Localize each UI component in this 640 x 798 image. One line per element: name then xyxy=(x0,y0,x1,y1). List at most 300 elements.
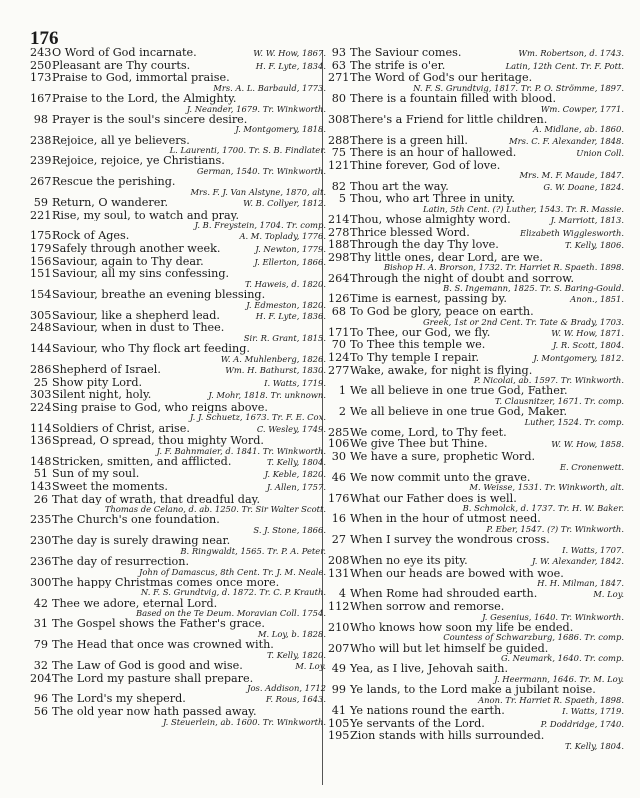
hymn-entry xyxy=(30,155,326,176)
hymn-number: 27 xyxy=(331,534,346,546)
hymn-author: M. Loy, b. 1828. xyxy=(257,630,326,640)
hymn-title: Ye servants of the Lord. xyxy=(350,717,485,730)
hymn-number: 131 xyxy=(328,567,350,580)
hymn-number: 238 xyxy=(30,134,52,147)
hymn-author: Thomas de Celano, d. ab. 1250. Tr. Sir Walter Scott. xyxy=(104,505,326,515)
hymn-author: B. Ringwaldt, 1565. Tr. P. A. Peter. xyxy=(180,546,326,556)
hymn-line xyxy=(30,322,326,334)
hymn-entry xyxy=(328,227,624,240)
hymn-entry xyxy=(30,135,326,156)
hymn-line xyxy=(328,193,624,205)
hymn-author: Jos. Addison, 1712 xyxy=(247,684,326,694)
hymn-title: Rescue the perishing. xyxy=(52,176,176,188)
hymn-line xyxy=(30,673,326,685)
hymn-line xyxy=(30,289,326,301)
hymn-title: To Thy temple I repair. xyxy=(350,351,480,364)
hymn-entry xyxy=(328,306,624,327)
hymn-author: J. Edmeston, 1820. xyxy=(246,300,326,310)
hymn-number: 171 xyxy=(328,326,350,339)
hymn-number: 46 xyxy=(331,471,346,484)
hymn-line xyxy=(328,588,624,601)
hymn-entry xyxy=(328,252,624,273)
hymn-line xyxy=(30,176,326,188)
hymn-author: F. Rous, 1643. xyxy=(265,694,326,705)
hymn-author: P. Doddridge, 1740. xyxy=(540,718,624,729)
hymn-line xyxy=(30,197,326,210)
hymn-author: M. Weisse, 1531. Tr. Winkworth, alt. xyxy=(469,483,624,493)
hymn-author: J. Montgomery, 1818. xyxy=(235,125,326,135)
hymn-number: 298 xyxy=(328,251,350,264)
hymn-entry xyxy=(30,660,326,673)
hymn-title: Time is earnest, passing by. xyxy=(350,293,507,306)
hymn-line xyxy=(30,256,326,269)
hymn-entry xyxy=(30,47,326,60)
hymn-title: Thou art the way. xyxy=(350,180,449,193)
hymn-entry xyxy=(30,618,326,639)
hymn-title: When Rome had shrouded earth. xyxy=(350,588,538,601)
hymn-entry xyxy=(328,705,624,718)
hymn-author: W. W. How, 1858. xyxy=(551,439,624,450)
hymn-number: 59 xyxy=(33,196,48,209)
hymn-title: Praise to God, immortal praise. xyxy=(52,72,230,84)
hymn-line xyxy=(328,72,624,84)
hymn-entry xyxy=(328,273,624,294)
hymn-title: Thou, who art Three in unity. xyxy=(350,193,515,205)
hymn-number: 305 xyxy=(30,309,52,322)
hymn-entry xyxy=(328,365,624,386)
hymn-number: 112 xyxy=(328,601,350,613)
hymn-author: N. F. S. Grundtvig, d. 1872. Tr. C. P. Krauth. xyxy=(140,588,326,598)
hymn-entry xyxy=(30,343,326,364)
hymn-number: 32 xyxy=(33,660,48,673)
hymn-title: The day of resurrection. xyxy=(52,556,190,568)
hymn-author: G. Neumark, 1640. Tr. comp. xyxy=(500,654,624,664)
hymn-title: When no eye its pity. xyxy=(350,555,468,568)
hymn-number: 99 xyxy=(331,684,346,696)
hymn-entry xyxy=(328,451,624,472)
hymn-line xyxy=(328,365,624,377)
hymn-number: 143 xyxy=(30,481,52,494)
hymn-line xyxy=(30,514,326,526)
hymn-line xyxy=(328,472,624,484)
hymn-author: Based on the Te Deum. Moravian Coll. 1754. xyxy=(136,609,326,619)
hymn-entry xyxy=(328,239,624,252)
hymn-author: P. Eber, 1547. (?) Tr. Winkworth. xyxy=(486,525,624,535)
hymn-author: Mrs. M. F. Maude, 1847. xyxy=(519,171,624,181)
hymn-author: Wm. Robertson, d. 1743. xyxy=(518,48,624,58)
hymn-title: Sing praise to God, who reigns above. xyxy=(52,401,268,414)
hymn-number: 248 xyxy=(30,322,52,334)
hymn-title: Saviour, when in dust to Thee. xyxy=(52,322,225,334)
hymn-line xyxy=(30,114,326,126)
hymn-author: J. Mohr, 1818. Tr. unknown. xyxy=(208,390,326,401)
hymn-line xyxy=(328,622,624,634)
hymn-author: J. F. Bahnmaier, d. 1841. Tr. Winkworth. xyxy=(156,446,326,456)
hymn-author: J. B. Freystein, 1704. Tr. comp. xyxy=(194,221,326,231)
hymn-title: Safely through another week. xyxy=(52,242,221,255)
hymn-author: Countess of Schwarzburg, 1686. Tr. comp. xyxy=(443,633,624,643)
hymn-line xyxy=(30,377,326,390)
hymn-line xyxy=(30,577,326,589)
hymn-line xyxy=(30,155,326,167)
hymn-line xyxy=(328,705,624,718)
hymn-number: 224 xyxy=(30,401,52,414)
hymn-author: B. S. Ingemann, 1825. Tr. S. Baring-Gould. xyxy=(443,284,624,294)
hymn-entry xyxy=(328,718,624,731)
hymn-author: Union Coll. xyxy=(576,148,624,159)
hymn-line xyxy=(30,389,326,402)
hymn-number: 208 xyxy=(328,555,350,568)
hymn-number: 42 xyxy=(33,597,48,610)
hymn-line xyxy=(328,293,624,306)
hymn-line xyxy=(328,730,624,742)
hymn-title: Show pity Lord. xyxy=(52,376,143,389)
hymn-number: 277 xyxy=(328,364,350,377)
hymn-entry xyxy=(328,214,624,227)
hymn-entry xyxy=(30,639,326,660)
hymn-entry xyxy=(328,588,624,601)
hymn-number: 179 xyxy=(30,242,52,255)
hymn-entry xyxy=(328,193,624,214)
hymn-line xyxy=(328,214,624,227)
hymn-entry xyxy=(328,181,624,194)
hymn-number: 2 xyxy=(338,406,346,418)
hymn-number: 25 xyxy=(33,376,48,389)
hymn-number: 82 xyxy=(331,180,346,193)
hymn-title: When in the hour of utmost need. xyxy=(350,513,541,526)
hymn-author: Mrs. A. L. Barbauld, 1773. xyxy=(213,83,326,93)
hymn-title: Rejoice, rejoice, ye Christians. xyxy=(52,155,225,167)
hymn-author: T. Kelly, 1806. xyxy=(565,240,624,251)
hymn-number: 75 xyxy=(331,147,346,160)
hymn-title: There's a Friend for little children. xyxy=(350,113,548,126)
hymn-entry xyxy=(328,352,624,365)
hymn-entry xyxy=(30,494,326,515)
hymn-line xyxy=(328,451,624,463)
hymn-number: 105 xyxy=(328,717,350,730)
hymn-line xyxy=(30,423,326,436)
hymn-title: There is a fountain filled with blood. xyxy=(350,92,557,105)
hymn-entry xyxy=(30,556,326,577)
hymn-author: Sir. R. Grant, 1815. xyxy=(243,333,326,343)
hymn-author: J. R. Scott, 1804. xyxy=(552,340,624,351)
hymn-number: 243 xyxy=(30,47,52,59)
hymn-line xyxy=(328,406,624,418)
hymn-entry xyxy=(30,268,326,289)
hymn-line xyxy=(328,438,624,451)
hymn-title: Thy little ones, dear Lord, are we. xyxy=(350,251,543,264)
hymn-title: We come, Lord, to Thy feet. xyxy=(350,426,507,439)
hymn-line xyxy=(30,706,326,718)
hymn-line xyxy=(30,456,326,469)
hymn-number: 176 xyxy=(328,492,350,505)
hymn-author: J. Steuerlein, ab. 1600. Tr. Winkworth. xyxy=(162,717,326,727)
hymn-entry xyxy=(328,385,624,406)
hymn-author: I. Watts, 1719. xyxy=(562,706,624,717)
hymn-title: We have a sure, prophetic Word. xyxy=(350,451,536,463)
hymn-author: J. W. Alexander, 1842. xyxy=(532,556,624,567)
hymn-title: Sun of my soul. xyxy=(52,468,140,481)
hymn-line xyxy=(30,468,326,481)
hymn-entry xyxy=(30,230,326,243)
hymn-number: 93 xyxy=(331,47,346,59)
hymn-title: Zion stands with hills surrounded. xyxy=(350,730,545,742)
hymn-author: Mrs. C. F. Alexander, 1848. xyxy=(509,135,624,146)
hymn-author: T. Kelly, 1804. xyxy=(267,456,326,467)
hymn-number: 286 xyxy=(30,363,52,376)
hymn-entry xyxy=(328,493,624,514)
hymn-line xyxy=(328,339,624,352)
hymn-entry xyxy=(328,406,624,427)
hymn-number: 239 xyxy=(30,155,52,167)
hymn-title: The old year now hath passed away. xyxy=(52,706,257,718)
hymn-number: 31 xyxy=(33,618,48,631)
hymn-entry xyxy=(328,160,624,181)
hymn-title: Return, O wanderer. xyxy=(52,196,169,209)
hymn-line xyxy=(30,494,326,506)
hymn-line xyxy=(328,273,624,285)
hymn-number: 126 xyxy=(328,293,350,306)
hymn-number: 63 xyxy=(331,59,346,72)
hymn-title: When our heads are bowed with woe. xyxy=(350,567,564,580)
hymn-line xyxy=(328,663,624,675)
hymn-title: Saviour, all my sins confessing. xyxy=(52,268,230,280)
hymn-line xyxy=(30,93,326,105)
hymn-title: Stricken, smitten, and afflicted. xyxy=(52,455,232,468)
hymn-entry xyxy=(328,427,624,439)
hymn-author: Latin, 5th Cent. (?) Luther, 1543. Tr. R. Massie. xyxy=(422,204,624,214)
hymn-entry xyxy=(328,60,624,73)
page-number: 176 xyxy=(30,28,59,49)
hymn-title: There is an hour of hallowed. xyxy=(350,147,517,160)
hymn-entry xyxy=(30,60,326,73)
hymn-line xyxy=(328,306,624,318)
hymn-number: 4 xyxy=(338,588,346,601)
hymn-title: Saviour, again to Thy dear. xyxy=(52,255,204,268)
hymn-line xyxy=(328,718,624,731)
hymn-title: The Gospel shows the Father's grace. xyxy=(52,618,265,631)
hymn-number: 16 xyxy=(331,513,346,526)
hymn-author: J. Marriott, 1813. xyxy=(550,214,624,225)
hymn-number: 68 xyxy=(331,305,346,318)
hymn-title: What our Father does is well. xyxy=(350,492,517,505)
hymn-author: Greek, 1st or 2nd Cent. Tr. Tate & Brady, 1703. xyxy=(422,317,624,327)
hymn-title: When sorrow and remorse. xyxy=(350,601,505,613)
hymn-number: 221 xyxy=(30,209,52,222)
hymn-line xyxy=(30,47,326,60)
hymn-author: A. M. Toplady, 1776. xyxy=(239,231,326,242)
hymn-title: Prayer is the soul's sincere desire. xyxy=(52,113,248,126)
hymn-line xyxy=(30,598,326,610)
hymn-line xyxy=(30,481,326,494)
hymn-number: 285 xyxy=(328,426,350,439)
hymn-entry xyxy=(30,693,326,706)
hymn-number: 41 xyxy=(331,705,346,718)
hymn-title: Soldiers of Christ, arise. xyxy=(52,422,190,435)
hymn-title: Thou, whose almighty word. xyxy=(350,213,511,226)
hymn-title: The Lord's my sheperd. xyxy=(52,693,186,706)
hymn-entry xyxy=(30,535,326,556)
hymn-line xyxy=(30,660,326,673)
hymn-entry xyxy=(30,468,326,481)
hymn-author: J. Ellerton, 1866. xyxy=(254,256,326,267)
hymn-number: 236 xyxy=(30,556,52,568)
hymn-author: German, 1540. Tr. Winkworth. xyxy=(196,166,326,176)
hymn-title: Thee we adore, eternal Lord. xyxy=(52,597,218,610)
hymn-number: 1 xyxy=(338,385,346,397)
hymn-entry xyxy=(30,243,326,256)
hymn-line xyxy=(30,343,326,355)
hymn-number: 80 xyxy=(331,92,346,105)
hymn-number: 195 xyxy=(328,730,350,742)
hymn-line xyxy=(30,60,326,73)
hymn-entry xyxy=(30,364,326,377)
hymn-line xyxy=(30,72,326,84)
hymn-author: Anon. Tr. Harriet R. Spaeth, 1898. xyxy=(478,695,624,705)
hymn-author: G. W. Doane, 1824. xyxy=(543,181,624,192)
hymn-number: 136 xyxy=(30,435,52,447)
hymn-author: Luther, 1524. Tr. comp. xyxy=(524,417,624,427)
hymn-title: Rejoice, all ye believers. xyxy=(52,134,190,147)
left-column xyxy=(30,47,326,727)
hymn-line xyxy=(30,556,326,568)
hymn-line xyxy=(328,114,624,126)
hymn-title: The Law of God is good and wise. xyxy=(52,660,243,673)
hymn-author: T. Kelly, 1820. xyxy=(267,650,326,660)
hymn-title: The Head that once was crowned with. xyxy=(52,639,274,651)
hymn-line xyxy=(328,327,624,340)
hymn-number: 30 xyxy=(331,451,346,463)
hymn-author: P. Nicolai, ab. 1597. Tr. Winkworth. xyxy=(473,376,624,386)
hymn-author: A. Midlane, ab. 1860. xyxy=(533,125,624,135)
hymn-entry xyxy=(30,706,326,727)
hymn-entry xyxy=(30,402,326,423)
hymn-number: 204 xyxy=(30,672,52,685)
hymn-number: 278 xyxy=(328,226,350,239)
hymn-author: Bishop H. A. Brorson, 1732. Tr. Harriet R. Spaeth. 1898. xyxy=(383,263,624,273)
hymn-title: Spread, O spread, thou mighty Word. xyxy=(52,435,264,447)
hymn-line xyxy=(328,352,624,365)
hymn-title: Thine forever, God of love. xyxy=(350,159,501,172)
hymn-author: Latin, 12th Cent. Tr. F. Pott. xyxy=(505,60,624,71)
hymn-title: O Word of God incarnate. xyxy=(52,47,197,59)
hymn-number: 96 xyxy=(33,693,48,706)
hymn-line xyxy=(328,684,624,696)
hymn-entry xyxy=(30,435,326,456)
hymn-title: To Thee this temple we. xyxy=(350,339,486,352)
hymn-number: 267 xyxy=(30,176,52,188)
hymn-line xyxy=(328,181,624,194)
hymn-line xyxy=(328,47,624,60)
hymn-author: Mrs. F. J. Van Alstyne, 1870, alt. xyxy=(190,187,326,197)
hymn-author: J. Montgomery, 1812. xyxy=(533,352,624,363)
hymn-entry xyxy=(328,601,624,622)
hymn-line xyxy=(328,239,624,252)
hymn-line xyxy=(328,385,624,397)
hymn-author: J. Newton, 1779. xyxy=(255,243,326,254)
hymn-line xyxy=(328,227,624,240)
hymn-number: 26 xyxy=(33,493,48,506)
hymn-entry xyxy=(328,663,624,684)
hymn-line xyxy=(30,210,326,222)
hymn-title: Ye lands, to the Lord make a jubilant noise. xyxy=(350,684,596,696)
hymn-entry xyxy=(328,72,624,93)
hymn-title: To Thee, our God, we fly. xyxy=(350,326,491,339)
hymn-entry xyxy=(328,147,624,160)
hymn-number: 288 xyxy=(328,134,350,147)
hymn-author: N. F. S. Grundtvig, 1817. Tr. P. O. Strömme, 1897. xyxy=(413,83,624,93)
hymn-line xyxy=(328,513,624,525)
hymn-number: 230 xyxy=(30,535,52,547)
hymn-author: I. Watts, 1719. xyxy=(264,377,326,388)
hymn-title: Pleasant are Thy courts. xyxy=(52,59,191,72)
hymn-author: S. J. Stone, 1866. xyxy=(253,526,326,536)
hymn-entry xyxy=(328,472,624,493)
hymn-author: J. Heermann, 1646. Tr. M. Loy. xyxy=(494,675,624,685)
hymn-line xyxy=(30,230,326,243)
hymn-number: 175 xyxy=(30,230,52,243)
hymn-number: 167 xyxy=(30,92,52,105)
hymn-line xyxy=(328,601,624,613)
hymn-title: Ye nations round the earth. xyxy=(350,705,505,718)
hymn-number: 271 xyxy=(328,72,350,84)
hymn-title: The happy Christmas comes once more. xyxy=(52,576,280,589)
hymn-entry xyxy=(30,310,326,323)
hymn-number: 124 xyxy=(328,351,350,364)
hymn-entry xyxy=(30,72,326,93)
hymn-author: Elizabeth Wigglesworth. xyxy=(519,227,624,238)
hymn-author: H. F. Lyte, 1834. xyxy=(255,60,326,71)
hymn-author: M. Loy. xyxy=(295,661,326,672)
hymn-line xyxy=(30,618,326,630)
hymn-number: 188 xyxy=(328,239,350,252)
hymn-number: 156 xyxy=(30,255,52,268)
hymn-author: T. Haweis, d. 1820. xyxy=(244,279,326,289)
hymn-line xyxy=(328,147,624,160)
hymn-number: 98 xyxy=(33,113,48,126)
hymn-number: 49 xyxy=(331,663,346,676)
hymn-title: The day is surely drawing near. xyxy=(52,535,231,547)
hymn-entry xyxy=(328,568,624,589)
hymn-number: 148 xyxy=(30,455,52,468)
hymn-entry xyxy=(328,622,624,643)
hymn-title: The strife is o'er. xyxy=(350,59,446,72)
hymn-entry xyxy=(328,534,624,555)
hymn-title: Who knows how soon my life be ended. xyxy=(350,621,574,634)
hymn-title: Saviour, who Thy flock art feeding. xyxy=(52,343,250,355)
hymn-entry xyxy=(30,377,326,390)
hymn-title: There is a green hill. xyxy=(350,134,468,147)
hymn-author: J. Neander, 1679. Tr. Winkworth. xyxy=(186,104,326,114)
hymn-number: 300 xyxy=(30,576,52,589)
hymn-entry xyxy=(30,673,326,694)
hymn-title: Thrice blessed Word. xyxy=(350,226,470,239)
hymn-entry xyxy=(30,577,326,598)
hymn-entry xyxy=(30,289,326,310)
hymn-title: To God be glory, peace on earth. xyxy=(350,305,534,318)
hymn-entry xyxy=(30,514,326,535)
hymn-author: B. Schmolck, d. 1737. Tr. H. W. Baker. xyxy=(462,504,624,514)
hymn-title: We all believe in one true God, Father. xyxy=(350,385,568,397)
hymn-line xyxy=(30,639,326,651)
hymn-line xyxy=(30,310,326,323)
hymn-line xyxy=(328,643,624,655)
hymn-number: 56 xyxy=(33,706,48,718)
hymn-title: We all believe in one true God, Maker. xyxy=(350,406,568,418)
hymn-number: 114 xyxy=(30,422,52,435)
hymn-title: The Church's one foundation. xyxy=(52,514,220,527)
hymn-line xyxy=(328,427,624,439)
